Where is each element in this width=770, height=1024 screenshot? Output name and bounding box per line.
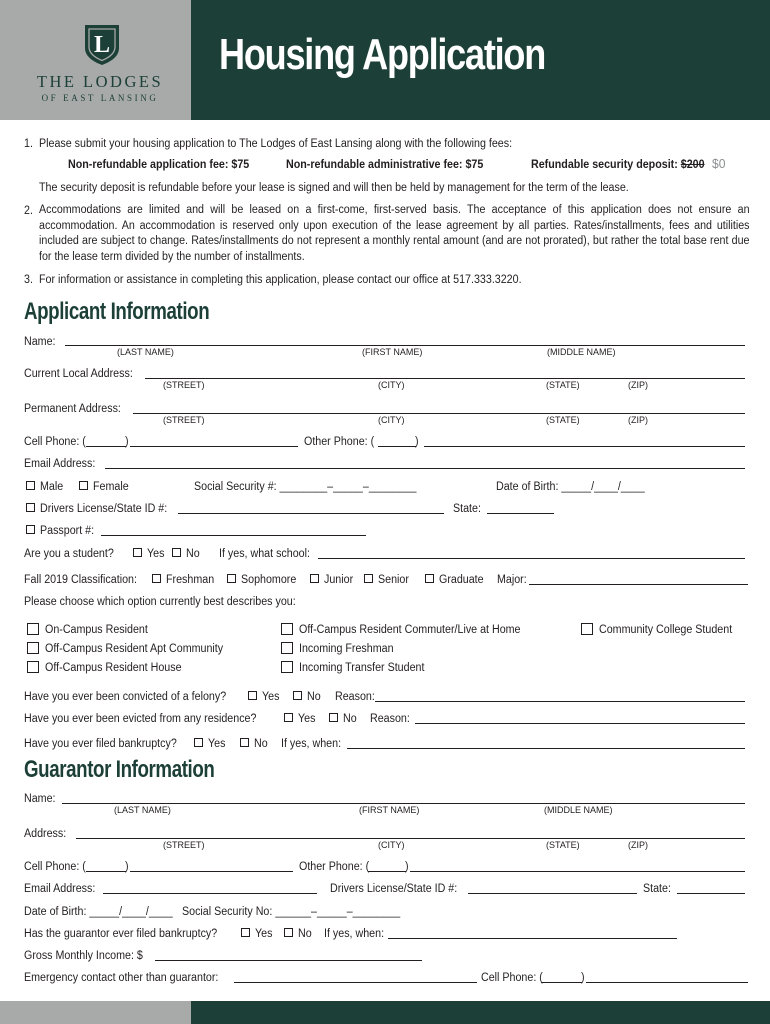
female-checkbox[interactable] <box>79 481 88 490</box>
bankruptcy-yes-checkbox[interactable] <box>194 738 203 747</box>
perm-city-caption: (CITY) <box>378 415 405 425</box>
permanent-address-field[interactable] <box>133 413 745 414</box>
student-question: Are you a student? <box>24 548 114 560</box>
offcampus-apt-label: Off-Campus Resident Apt Community <box>45 643 224 655</box>
bankruptcy-yes-label: Yes <box>208 738 226 750</box>
perm-state-caption: (STATE) <box>546 415 580 425</box>
drivers-license-checkbox[interactable] <box>26 503 35 512</box>
other-area-code-field[interactable] <box>378 446 416 447</box>
felony-question: Have you ever been convicted of a felony? <box>24 691 227 703</box>
guarantor-dob-field[interactable]: Date of Birth: _____/____/____ <box>24 906 173 918</box>
cell-phone-field[interactable] <box>130 446 298 447</box>
guarantor-bankruptcy-question: Has the guarantor ever filed bankruptcy? <box>24 928 218 940</box>
offcampus-apt-checkbox[interactable] <box>27 642 39 654</box>
fee-application: Non-refundable application fee: $75 <box>68 159 250 171</box>
incoming-freshman-checkbox[interactable] <box>281 642 293 654</box>
item-3-text: For information or assistance in completing this application, please contact our office at 517.333.3220. <box>39 274 522 286</box>
guarantor-state-field[interactable] <box>677 893 745 894</box>
classification-label: Fall 2019 Classification: <box>24 574 137 586</box>
local-state-caption: (STATE) <box>546 380 580 390</box>
guarantor-cell-paren: ) <box>125 861 129 873</box>
emergency-cell-area-field[interactable] <box>541 982 582 983</box>
emergency-cell-paren: ) <box>581 972 585 984</box>
emergency-cell-label: Cell Phone: ( <box>481 972 543 984</box>
female-label: Female <box>93 481 129 493</box>
guarantor-ssn-field[interactable]: Social Security No: ______–_____–________ <box>182 906 401 918</box>
item-3-number: 3. <box>24 274 33 286</box>
middle-name-caption: (MIDDLE NAME) <box>547 347 616 357</box>
student-no-label: No <box>186 548 200 560</box>
bankruptcy-no-label: No <box>254 738 268 750</box>
item-1-number: 1. <box>24 138 33 150</box>
guarantor-cell-field[interactable] <box>130 871 293 872</box>
passport-label: Passport #: <box>40 525 95 537</box>
applicant-name-label: Name: <box>24 336 56 348</box>
income-field[interactable] <box>155 960 422 961</box>
guarantor-cell-area-field[interactable] <box>86 871 126 872</box>
guarantor-email-field[interactable] <box>103 893 317 894</box>
guarantor-other-area-field[interactable] <box>368 871 406 872</box>
drivers-license-label: Drivers License/State ID #: <box>40 503 168 515</box>
email-field[interactable] <box>105 468 745 469</box>
emergency-contact-field[interactable] <box>234 982 477 983</box>
guarantor-name-label: Name: <box>24 793 56 805</box>
other-phone-label: Other Phone: ( <box>304 436 375 448</box>
junior-checkbox[interactable] <box>310 574 319 583</box>
footer-bar-right <box>191 1001 770 1024</box>
email-label: Email Address: <box>24 458 96 470</box>
junior-label: Junior <box>324 574 354 586</box>
guarantor-cell-label: Cell Phone: ( <box>24 861 86 873</box>
senior-checkbox[interactable] <box>364 574 373 583</box>
major-label: Major: <box>497 574 527 586</box>
felony-reason-field[interactable] <box>375 701 745 702</box>
offcampus-house-checkbox[interactable] <box>27 661 39 673</box>
cell-paren: ) <box>125 436 129 448</box>
passport-checkbox[interactable] <box>26 525 35 534</box>
oncampus-label: On-Campus Resident <box>45 624 148 636</box>
freshman-checkbox[interactable] <box>152 574 161 583</box>
first-name-caption: (FIRST NAME) <box>362 347 423 357</box>
commuter-label: Off-Campus Resident Commuter/Live at Home <box>299 624 521 636</box>
felony-no-label: No <box>307 691 321 703</box>
fee-deposit-new: $0 <box>712 156 726 171</box>
item-2-number: 2. <box>24 205 33 217</box>
incoming-transfer-checkbox[interactable] <box>281 661 293 673</box>
guarantor-first-caption: (FIRST NAME) <box>359 805 420 815</box>
felony-yes-checkbox[interactable] <box>248 691 257 700</box>
guarantor-bankruptcy-yes-label: Yes <box>255 928 273 940</box>
male-checkbox[interactable] <box>26 481 35 490</box>
guarantor-address-field[interactable] <box>76 838 745 839</box>
state-label: State: <box>453 503 481 515</box>
guarantor-other-paren: ) <box>405 861 409 873</box>
last-name-caption: (LAST NAME) <box>117 347 174 357</box>
local-address-field[interactable] <box>145 378 745 379</box>
senior-label: Senior <box>378 574 409 586</box>
guarantor-dl-field[interactable] <box>468 893 637 894</box>
felony-no-checkbox[interactable] <box>293 691 302 700</box>
item-1-text: Please submit your housing application to The Lodges of East Lansing along with the following fees: <box>39 138 513 150</box>
incoming-freshman-label: Incoming Freshman <box>299 643 394 655</box>
other-phone-field[interactable] <box>424 446 745 447</box>
guarantor-dl-label: Drivers License/State ID #: <box>330 883 458 895</box>
sophomore-label: Sophomore <box>241 574 297 586</box>
ssn-field[interactable]: Social Security #: ________–_____–________ <box>194 481 417 493</box>
guarantor-name-field[interactable] <box>62 803 745 804</box>
guarantor-bankruptcy-yes-checkbox[interactable] <box>241 928 250 937</box>
freshman-label: Freshman <box>166 574 215 586</box>
state-field[interactable] <box>487 513 554 514</box>
perm-street-caption: (STREET) <box>163 415 205 425</box>
guarantor-address-label: Address: <box>24 828 67 840</box>
guarantor-middle-caption: (MIDDLE NAME) <box>544 805 613 815</box>
felony-yes-label: Yes <box>262 691 280 703</box>
guarantor-bankruptcy-no-checkbox[interactable] <box>284 928 293 937</box>
local-zip-caption: (ZIP) <box>628 380 648 390</box>
lodges-shield-logo <box>82 22 122 66</box>
applicant-name-field[interactable] <box>65 345 745 346</box>
fee-deposit <box>531 158 705 172</box>
guarantor-heading: Guarantor Information <box>24 756 215 783</box>
guarantor-bankruptcy-when-label: If yes, when: <box>324 928 385 940</box>
guarantor-city-caption: (CITY) <box>378 840 405 850</box>
evicted-yes-label: Yes <box>298 713 316 725</box>
school-label: If yes, what school: <box>219 548 310 560</box>
student-no-checkbox[interactable] <box>172 548 181 557</box>
passport-field[interactable] <box>101 535 366 536</box>
perm-zip-caption: (ZIP) <box>628 415 648 425</box>
graduate-label: Graduate <box>439 574 484 586</box>
fee-deposit-label: Refundable security deposit: <box>531 159 681 171</box>
community-college-label: Community College Student <box>599 624 733 636</box>
logo-subtitle: OF EAST LANSING <box>41 93 159 103</box>
guarantor-street-caption: (STREET) <box>163 840 205 850</box>
item-2-text: Accommodations are limited and will be leased on a first-come, first-served basis. The acceptance of this application does not ensure an accommodation. An accommodation is reserved only upon execution of the lease agreement by all parties. Rates/installments, fees and utilities included are subject to change. Rates/installments do not represent a monthly rental amount (and are not prorated), but rather the total base rent due for the lease term divided by the number of installments. <box>39 204 750 263</box>
cell-area-code-field[interactable] <box>86 446 126 447</box>
permanent-address-label: Permanent Address: <box>24 403 121 415</box>
guarantor-state-caption: (STATE) <box>546 840 580 850</box>
student-yes-checkbox[interactable] <box>133 548 142 557</box>
graduate-checkbox[interactable] <box>425 574 434 583</box>
guarantor-state-label: State: <box>643 883 671 895</box>
guarantor-other-field[interactable] <box>410 871 745 872</box>
local-city-caption: (CITY) <box>378 380 405 390</box>
describe-prompt: Please choose which option currently best describes you: <box>24 596 296 608</box>
evicted-reason-label: Reason: <box>370 713 410 725</box>
male-label: Male <box>40 481 64 493</box>
page-title: Housing Application <box>219 30 546 79</box>
guarantor-other-label: Other Phone: ( <box>299 861 370 873</box>
evicted-no-checkbox[interactable] <box>329 713 338 722</box>
oncampus-checkbox[interactable] <box>27 623 39 635</box>
major-field[interactable] <box>529 584 748 585</box>
deposit-note: The security deposit is refundable before your lease is signed and will then be held by management for the term of the lease. <box>39 182 629 194</box>
guarantor-bankruptcy-when-field[interactable] <box>388 938 677 939</box>
applicant-heading: Applicant Information <box>24 298 210 325</box>
fee-administrative: Non-refundable administrative fee: $75 <box>286 159 484 171</box>
offcampus-house-label: Off-Campus Resident House <box>45 662 182 674</box>
other-paren: ) <box>415 436 419 448</box>
logo-name: THE LODGES <box>36 72 164 91</box>
guarantor-zip-caption: (ZIP) <box>628 840 648 850</box>
sophomore-checkbox[interactable] <box>227 574 236 583</box>
guarantor-bankruptcy-no-label: No <box>298 928 312 940</box>
felony-reason-label: Reason: <box>335 691 375 703</box>
local-address-label: Current Local Address: <box>24 368 133 380</box>
income-label: Gross Monthly Income: $ <box>24 950 143 962</box>
community-college-checkbox[interactable] <box>581 623 593 635</box>
incoming-transfer-label: Incoming Transfer Student <box>299 662 425 674</box>
evicted-reason-field[interactable] <box>415 723 745 724</box>
bankruptcy-when-label: If yes, when: <box>281 738 342 750</box>
footer-bar-left <box>0 1001 191 1024</box>
drivers-license-field[interactable] <box>178 513 444 514</box>
evicted-yes-checkbox[interactable] <box>284 713 293 722</box>
fee-deposit-old: $200 <box>680 159 705 171</box>
local-street-caption: (STREET) <box>163 380 205 390</box>
cell-phone-label: Cell Phone: ( <box>24 436 86 448</box>
guarantor-last-caption: (LAST NAME) <box>114 805 171 815</box>
logo-letter: L <box>93 32 111 58</box>
emergency-cell-field[interactable] <box>586 982 748 983</box>
bankruptcy-when-field[interactable] <box>347 748 745 749</box>
school-field[interactable] <box>318 558 745 559</box>
emergency-contact-label: Emergency contact other than guarantor: <box>24 972 219 984</box>
student-yes-label: Yes <box>147 548 165 560</box>
dob-field[interactable]: Date of Birth: _____/____/____ <box>496 481 645 493</box>
bankruptcy-question: Have you ever filed bankruptcy? <box>24 738 177 750</box>
evicted-question: Have you ever been evicted from any residence? <box>24 713 257 725</box>
evicted-no-label: No <box>343 713 357 725</box>
guarantor-email-label: Email Address: <box>24 883 96 895</box>
bankruptcy-no-checkbox[interactable] <box>240 738 249 747</box>
commuter-checkbox[interactable] <box>281 623 293 635</box>
